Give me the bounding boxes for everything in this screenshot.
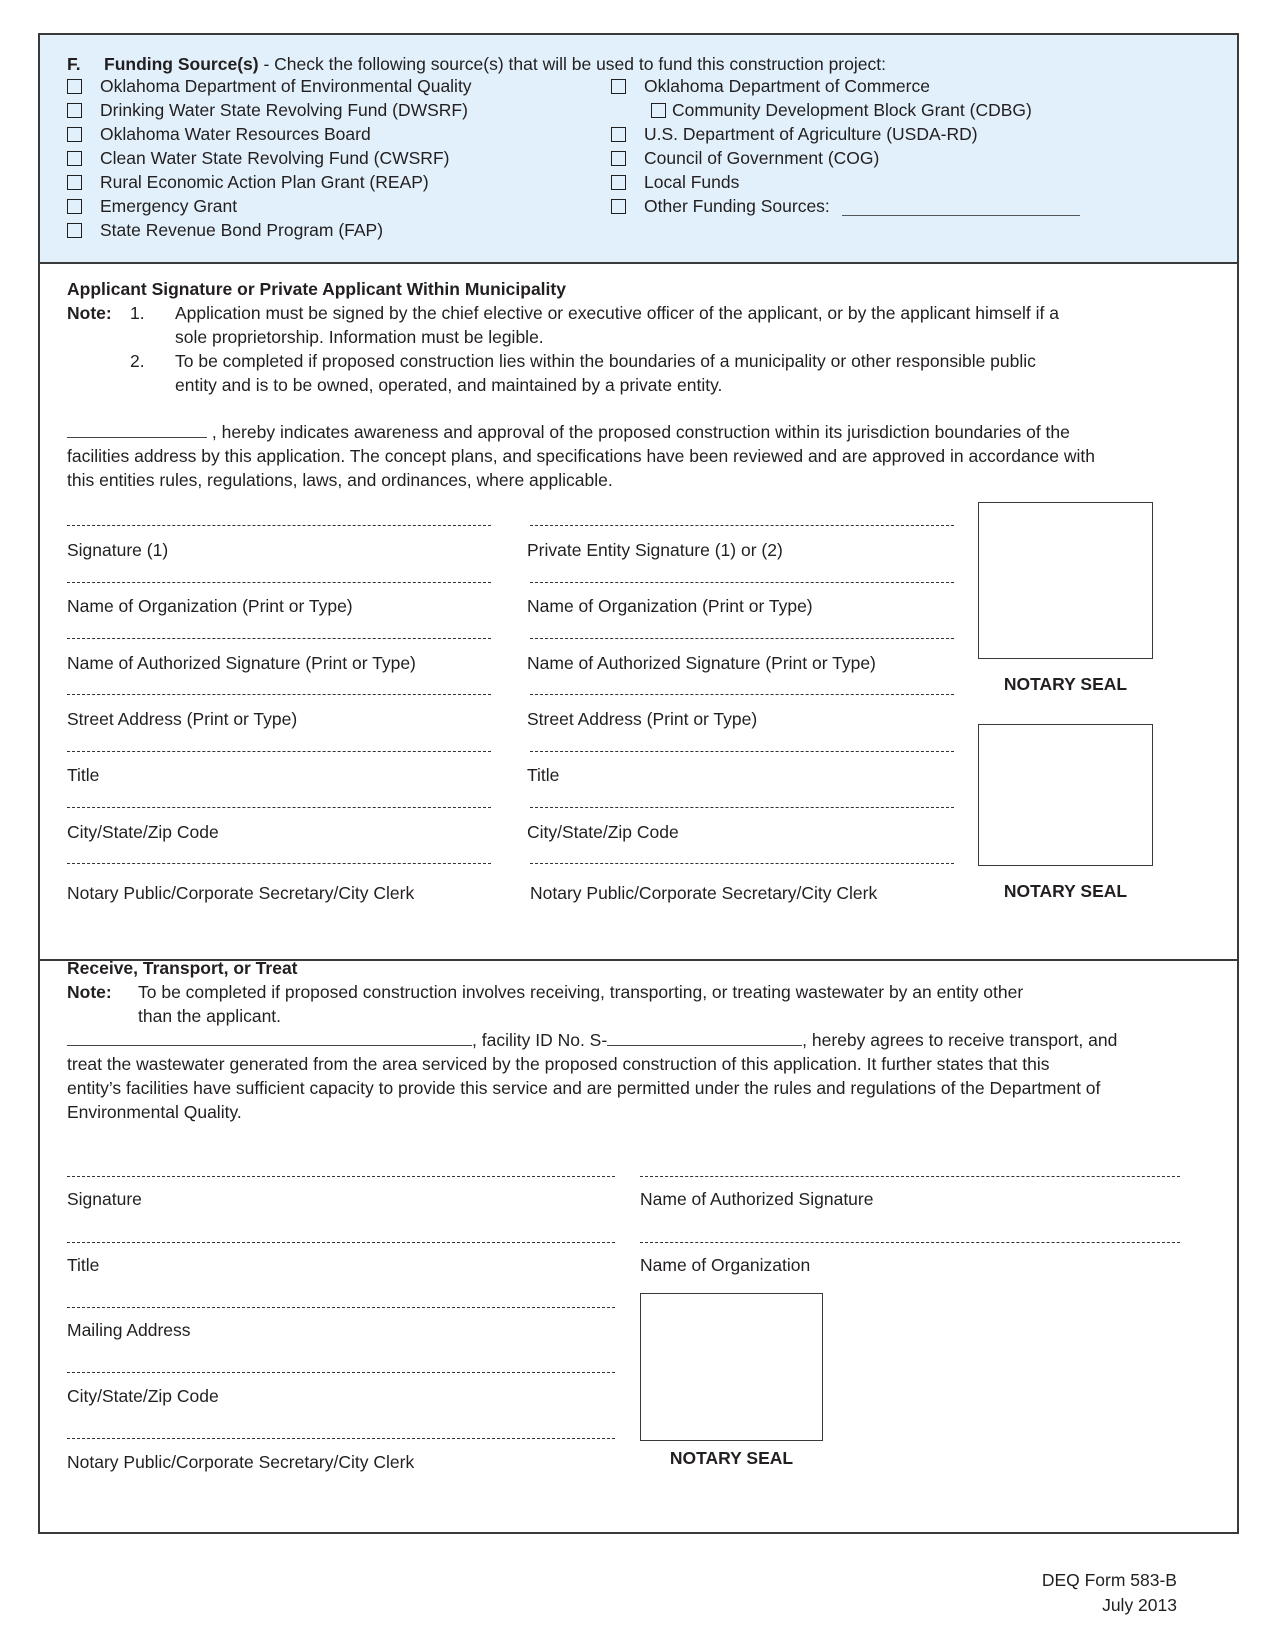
funding-option-cwsrf[interactable] — [67, 146, 449, 171]
rtt-agreement-line-1 — [67, 1028, 1117, 1053]
funding-sources-section — [40, 35, 1237, 264]
funding-option-odeq[interactable] — [67, 74, 472, 99]
field-label: Name of Authorized Signature — [640, 1189, 874, 1209]
checkbox[interactable] — [611, 79, 626, 94]
note-number-1: 1. — [130, 303, 145, 323]
applicant-section-title: Applicant Signature or Private Applicant Within Municipality — [67, 279, 566, 299]
other-funding-sources-field[interactable] — [842, 198, 1080, 216]
field-label: Name of Organization (Print or Type) — [527, 596, 813, 616]
notary-seal-label-2: NOTARY SEAL — [1003, 881, 1128, 901]
note-2-line-2: entity and is to be owned, operated, and maintained by a private entity. — [175, 375, 723, 395]
note-1-line-2: sole proprietorship. Information must be legible. — [175, 327, 544, 347]
checkbox[interactable] — [67, 223, 82, 238]
option-label: Emergency Grant — [100, 196, 238, 216]
receive-transport-treat-section — [40, 958, 1237, 1532]
rtt-notary-seal-label: NOTARY SEAL — [669, 1448, 794, 1468]
private-entity-signature-field[interactable] — [530, 525, 954, 526]
private-city-state-zip-field[interactable] — [530, 807, 954, 808]
funding-option-dwsrf[interactable] — [67, 98, 468, 123]
rtt-agreement-line-2: treat the wastewater generated from the area serviced by the proposed construction of this application. It further states that this — [67, 1054, 1050, 1074]
funding-title: Funding Source(s) — [104, 54, 259, 74]
rtt-agreement-line-3: entity’s facilities have sufficient capacity to provide this service and are permitted under the rules and regulations of the Department of — [67, 1078, 1101, 1098]
rtt-note-line-1: To be completed if proposed construction involves receiving, transporting, or treating wastewater by an entity other — [138, 982, 1024, 1002]
field-label: Signature — [67, 1189, 142, 1209]
field-label: Notary Public/Corporate Secretary/City Clerk — [67, 1452, 415, 1472]
funding-option-cog[interactable] — [611, 146, 879, 171]
facility-id-field[interactable] — [607, 1029, 802, 1046]
checkbox[interactable] — [67, 127, 82, 142]
funding-option-usda-rd[interactable] — [611, 122, 978, 147]
field-label: Title — [67, 1255, 100, 1275]
rtt-notary-public-field[interactable] — [67, 1438, 615, 1439]
field-label: Signature (1) — [67, 540, 169, 560]
rtt-organization-name-field[interactable] — [640, 1242, 1180, 1243]
street-address-field[interactable] — [67, 694, 491, 695]
rtt-note-line-2: than the applicant. — [138, 1006, 282, 1026]
field-label: Name of Authorized Signature (Print or Type) — [527, 653, 876, 673]
notary-seal-box-2 — [978, 724, 1153, 866]
private-notary-public-field[interactable] — [530, 863, 954, 864]
option-label: Local Funds — [644, 172, 740, 192]
note-label: Note: — [67, 303, 112, 323]
note-1-line-1: Application must be signed by the chief elective or executive officer of the applicant, or by the applicant himself if a — [175, 303, 1059, 323]
field-label: Notary Public/Corporate Secretary/City Clerk — [67, 883, 415, 903]
checkbox[interactable] — [611, 199, 626, 214]
statement-text: , hereby indicates awareness and approval of the proposed construction within its jurisdiction boundaries of the — [207, 422, 1070, 442]
checkbox[interactable] — [67, 79, 82, 94]
funding-option-reap[interactable] — [67, 170, 429, 195]
notary-seal-label-1: NOTARY SEAL — [1003, 674, 1128, 694]
field-label: Title — [527, 765, 560, 785]
option-label: Clean Water State Revolving Fund (CWSRF) — [100, 148, 450, 168]
rtt-city-state-zip-field[interactable] — [67, 1372, 615, 1373]
option-label: Rural Economic Action Plan Grant (REAP) — [100, 172, 429, 192]
field-label: Notary Public/Corporate Secretary/City Clerk — [530, 883, 878, 903]
field-label: Mailing Address — [67, 1320, 191, 1340]
form-frame — [38, 33, 1239, 1534]
option-label: State Revenue Bond Program (FAP) — [100, 220, 384, 240]
signature-1-field[interactable] — [67, 525, 491, 526]
field-label: Name of Organization (Print or Type) — [67, 596, 353, 616]
city-state-zip-field[interactable] — [67, 807, 491, 808]
organization-name-field[interactable] — [67, 582, 491, 583]
receiving-entity-name-field[interactable] — [67, 1029, 472, 1046]
field-label: City/State/Zip Code — [67, 822, 219, 842]
section-letter: F. — [67, 54, 81, 74]
field-label: Street Address (Print or Type) — [67, 709, 298, 729]
note-number-2: 2. — [130, 351, 145, 371]
note-label: Note: — [67, 982, 112, 1002]
funding-option-local-funds[interactable] — [611, 170, 739, 195]
approval-statement-line-1 — [67, 420, 1070, 445]
rtt-authorized-signature-name-field[interactable] — [640, 1176, 1180, 1177]
option-label: Other Funding Sources: — [644, 196, 830, 216]
checkbox[interactable] — [651, 103, 666, 118]
facility-id-label: , facility ID No. S- — [472, 1030, 608, 1050]
funding-option-cdbg[interactable] — [651, 98, 1032, 123]
municipality-name-field[interactable] — [67, 421, 207, 438]
rtt-agreement-line-4: Environmental Quality. — [67, 1102, 242, 1122]
authorized-signature-name-field[interactable] — [67, 638, 491, 639]
field-label: City/State/Zip Code — [67, 1386, 219, 1406]
funding-option-owrb[interactable] — [67, 122, 371, 147]
checkbox[interactable] — [611, 127, 626, 142]
field-label: Street Address (Print or Type) — [527, 709, 758, 729]
funding-option-other[interactable] — [611, 194, 1080, 219]
field-label: Private Entity Signature (1) or (2) — [527, 540, 783, 560]
option-label: U.S. Department of Agriculture (USDA-RD) — [644, 124, 978, 144]
option-label: Drinking Water State Revolving Fund (DWSRF) — [100, 100, 468, 120]
private-organization-name-field[interactable] — [530, 582, 954, 583]
approval-statement-line-3: this entities rules, regulations, laws, and ordinances, where applicable. — [67, 470, 613, 490]
field-label: Title — [67, 765, 100, 785]
option-label: Council of Government (COG) — [644, 148, 880, 168]
option-label: Community Development Block Grant (CDBG) — [672, 100, 1032, 120]
checkbox[interactable] — [67, 199, 82, 214]
funding-option-commerce[interactable] — [611, 74, 930, 99]
approval-statement-line-2: facilities address by this application. The concept plans, and specifications have been reviewed and are approved in accordance with — [67, 446, 1095, 466]
private-street-address-field[interactable] — [530, 694, 954, 695]
field-label: City/State/Zip Code — [527, 822, 679, 842]
checkbox[interactable] — [67, 103, 82, 118]
rtt-mailing-address-field[interactable] — [67, 1307, 615, 1308]
funding-instruction: - Check the following source(s) that will be used to fund this construction project: — [258, 54, 886, 74]
applicant-signature-section — [40, 264, 1237, 961]
rtt-section-title: Receive, Transport, or Treat — [67, 958, 298, 978]
rtt-signature-field[interactable] — [67, 1176, 615, 1177]
rtt-title-field[interactable] — [67, 1242, 615, 1243]
note-2-line-1: To be completed if proposed construction lies within the boundaries of a municipality or other responsible public — [175, 351, 1036, 371]
field-label: Name of Authorized Signature (Print or Type) — [67, 653, 416, 673]
option-label: Oklahoma Water Resources Board — [100, 124, 371, 144]
field-label: Name of Organization — [640, 1255, 811, 1275]
rtt-notary-seal-box — [640, 1293, 823, 1441]
form-date: July 2013 — [1102, 1595, 1177, 1615]
checkbox[interactable] — [611, 151, 626, 166]
private-authorized-signature-name-field[interactable] — [530, 638, 954, 639]
option-label: Oklahoma Department of Commerce — [644, 76, 930, 96]
notary-public-field[interactable] — [67, 863, 491, 864]
form-number: DEQ Form 583-B — [1041, 1570, 1177, 1590]
agreement-text: , hereby agrees to receive transport, and — [802, 1030, 1118, 1050]
funding-option-emergency-grant[interactable] — [67, 194, 237, 219]
private-title-field[interactable] — [530, 751, 954, 752]
title-field[interactable] — [67, 751, 491, 752]
checkbox[interactable] — [67, 175, 82, 190]
option-label: Oklahoma Department of Environmental Quality — [100, 76, 472, 96]
notary-seal-box-1 — [978, 502, 1153, 659]
funding-option-fap[interactable] — [67, 218, 383, 243]
checkbox[interactable] — [611, 175, 626, 190]
checkbox[interactable] — [67, 151, 82, 166]
